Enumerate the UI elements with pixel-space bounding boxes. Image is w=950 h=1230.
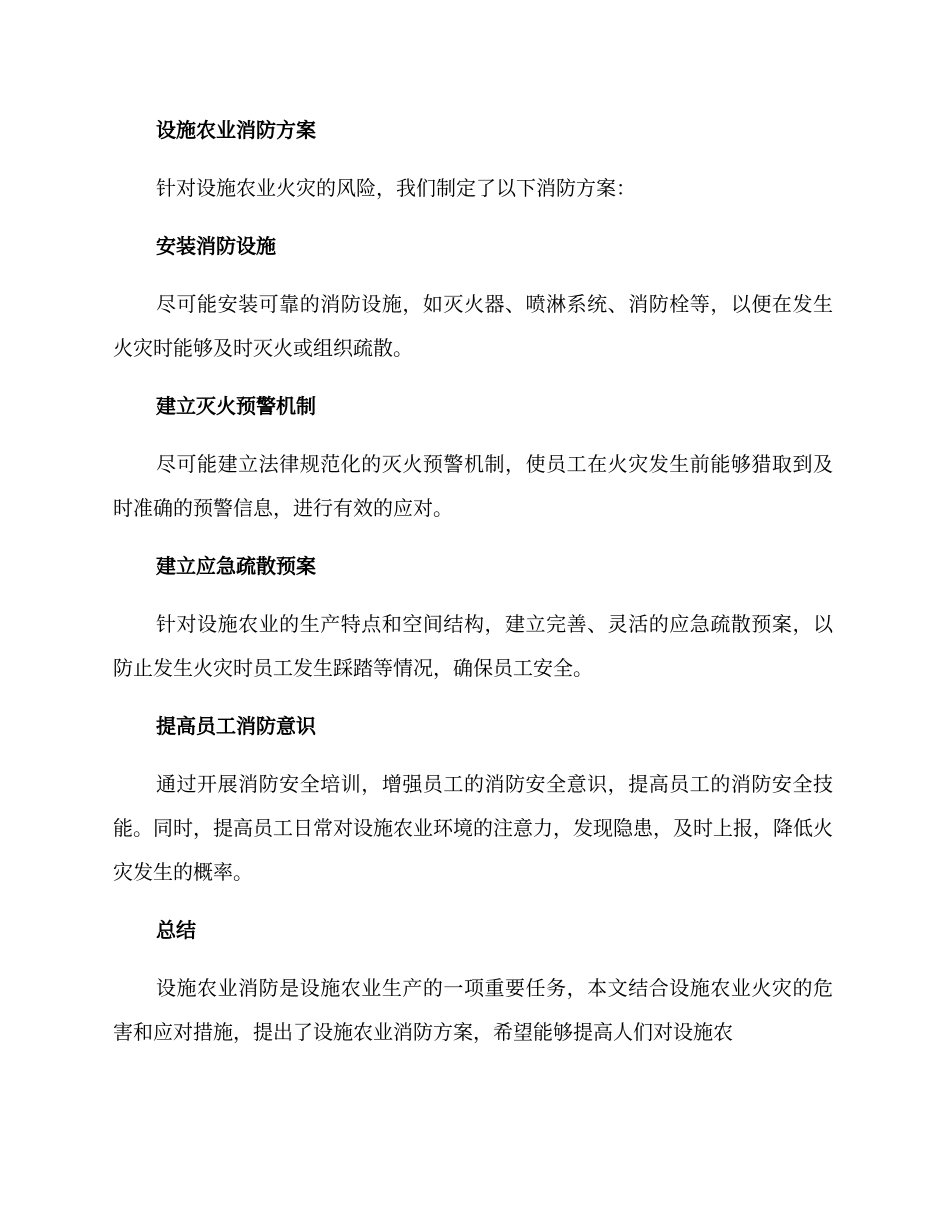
section-body-summary: 设施农业消防是设施农业生产的一项重要任务，本文结合设施农业火灾的危害和应对措施，提出了设施农业消防方案，希望能够提高人们对设施农 (113, 976, 833, 1044)
section-body-evacuation-plan: 针对设施农业的生产特点和空间结构，建立完善、灵活的应急疏散预案，以防止发生火灾时员工发生踩踏等情况，确保员工安全。 (113, 612, 833, 680)
document-page (113, 108, 833, 1054)
section-heading-warning-mechanism: 建立灭火预警机制 (156, 394, 316, 418)
section-heading-evacuation-plan: 建立应急疏散预案 (156, 554, 316, 578)
section-heading-install-facilities: 安装消防设施 (156, 234, 276, 258)
document-title: 设施农业消防方案 (156, 118, 316, 142)
intro-paragraph: 针对设施农业火灾的风险，我们制定了以下消防方案： (156, 176, 636, 200)
section-body-fire-awareness: 通过开展消防安全培训，增强员工的消防安全意识，提高员工的消防安全技能。同时，提高员工日常对设施农业环境的注意力，发现隐患，及时上报，降低火灾发生的概率。 (113, 772, 833, 884)
section-heading-fire-awareness: 提高员工消防意识 (156, 714, 316, 738)
section-heading-summary: 总结 (156, 918, 196, 942)
section-body-warning-mechanism: 尽可能建立法律规范化的灭火预警机制，使员工在火灾发生前能够猎取到及时准确的预警信息，进行有效的应对。 (113, 452, 833, 520)
section-body-install-facilities: 尽可能安装可靠的消防设施，如灭火器、喷淋系统、消防栓等，以便在发生火灾时能够及时灭火或组织疏散。 (113, 292, 833, 360)
